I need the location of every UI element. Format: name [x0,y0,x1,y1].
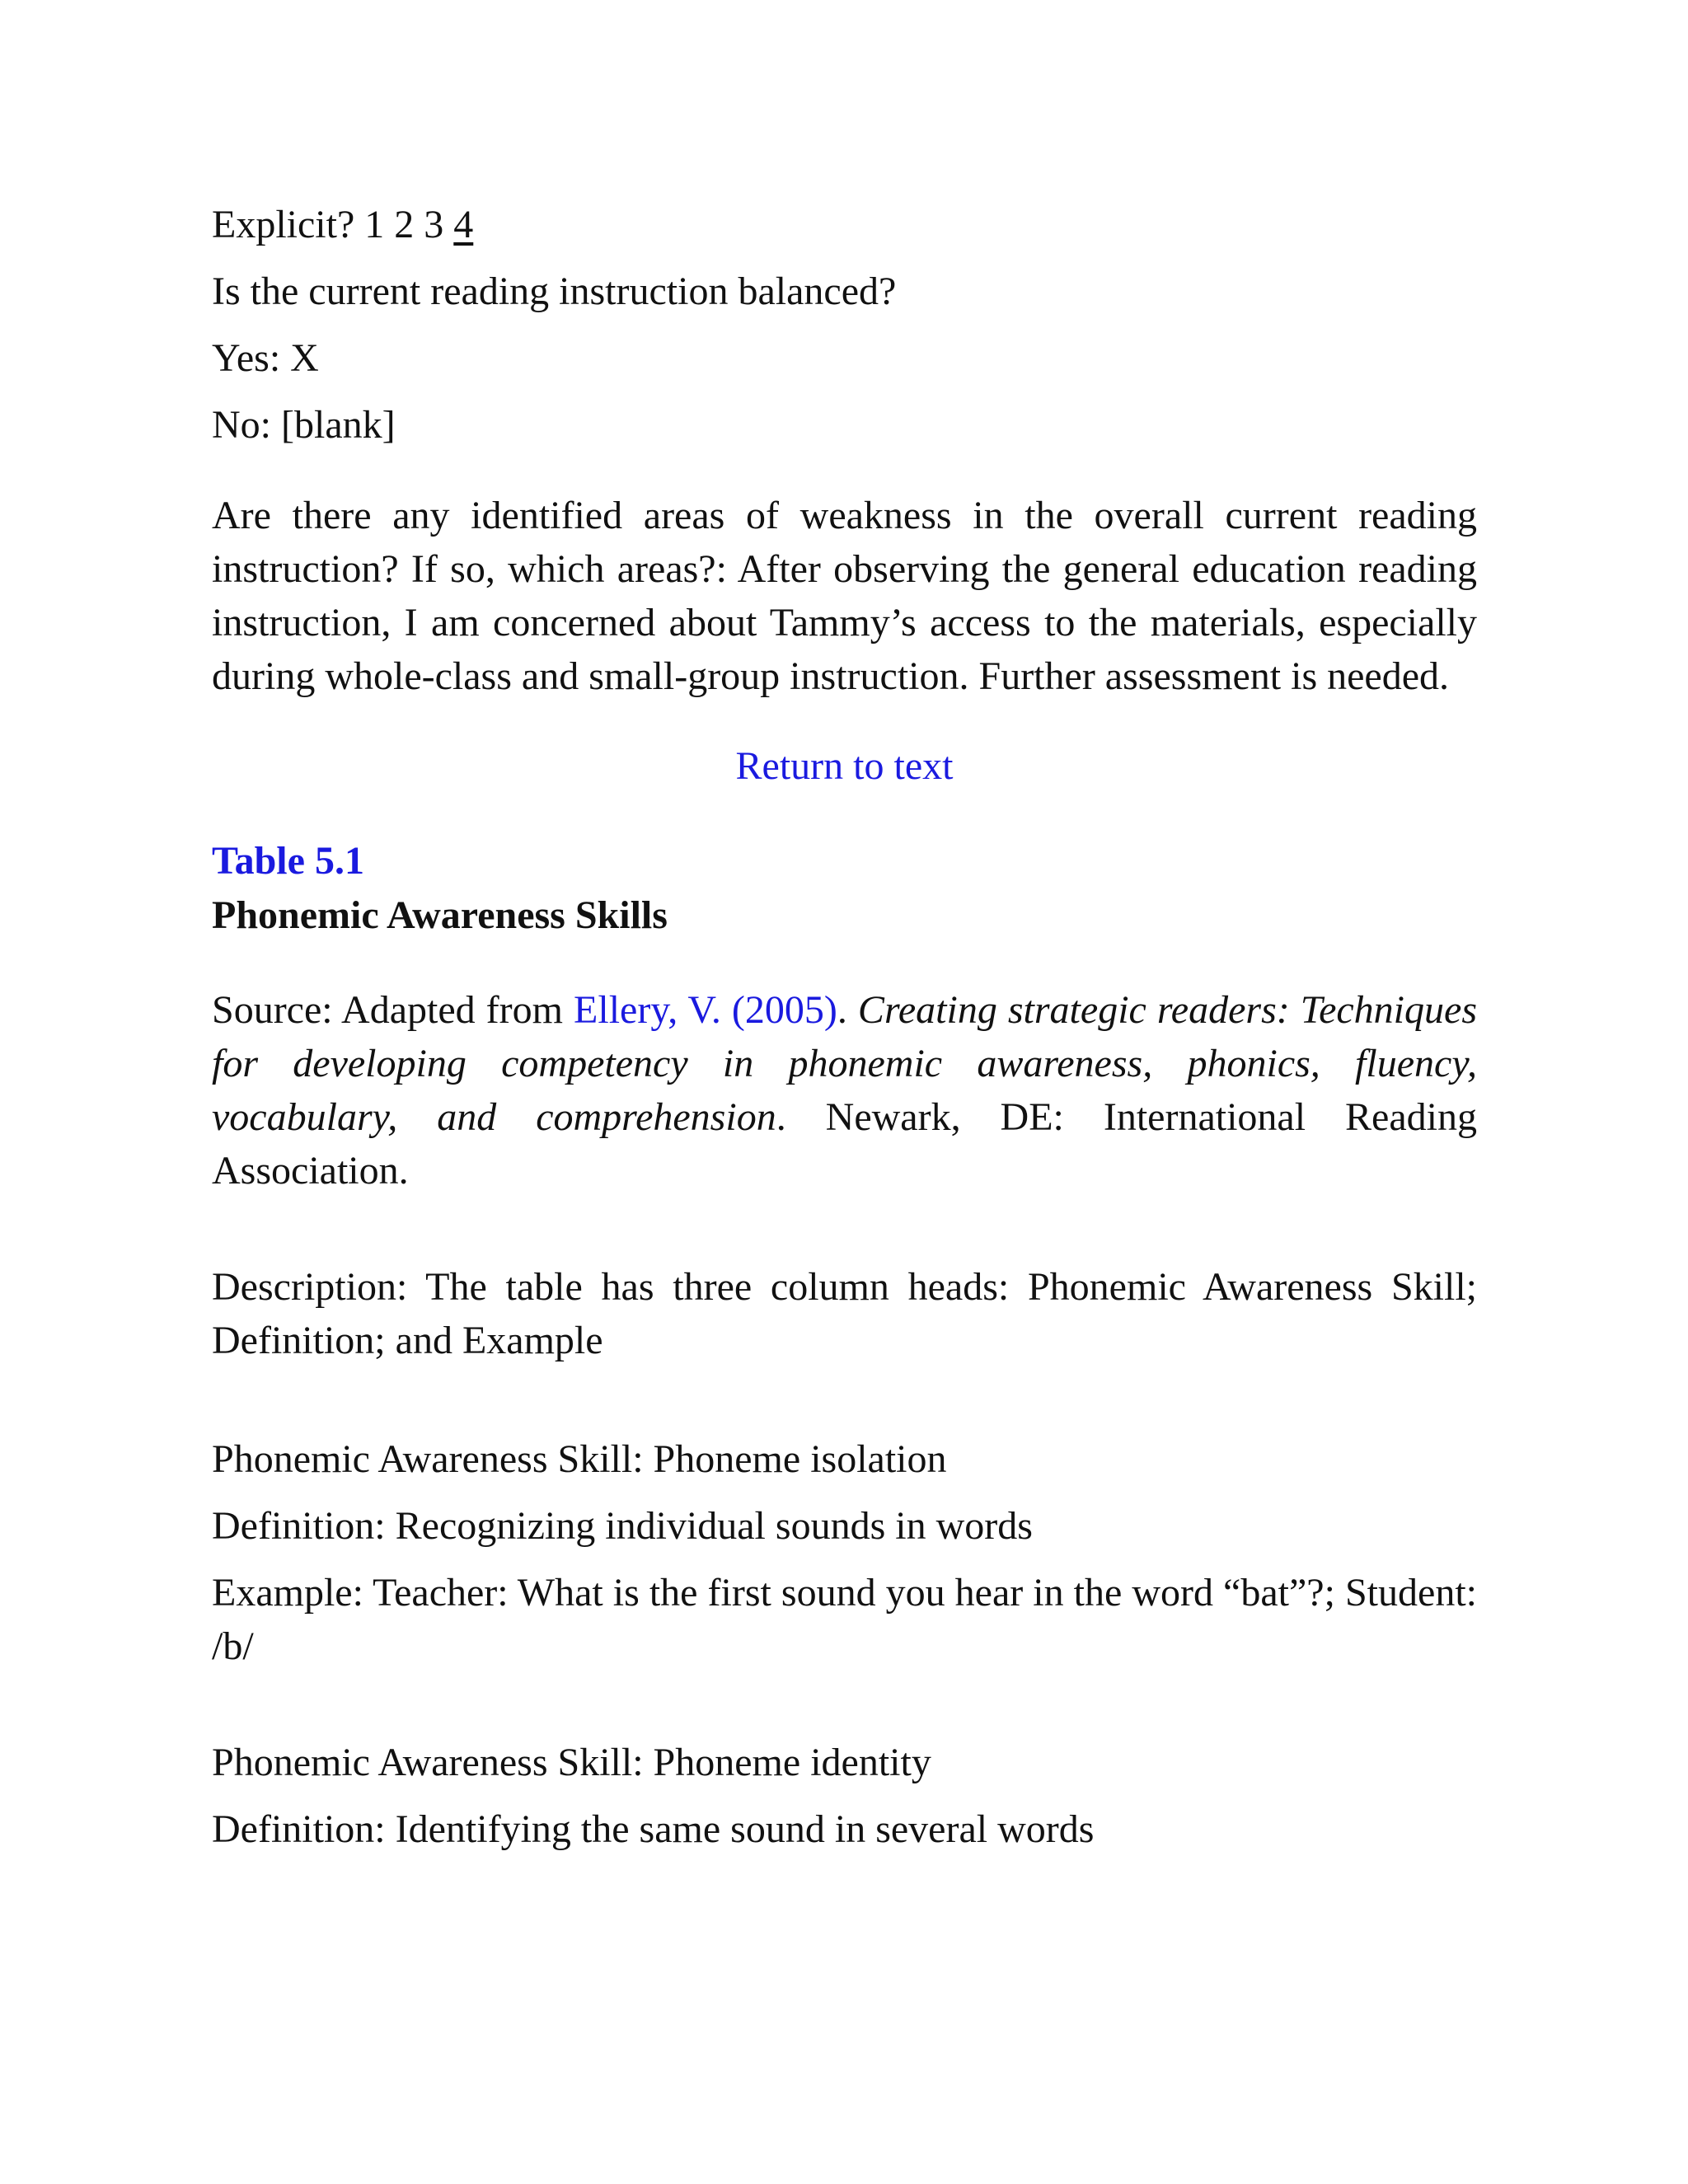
balanced-no: No: [blank] [212,403,396,447]
source-citation-link[interactable]: Ellery, V. (2005) [574,988,837,1032]
table-description: Description: The table has three column heads: Phonemic Awareness Skill; Definition; and Example [212,1265,1477,1362]
table-title: Phonemic Awareness Skills [212,893,668,937]
source-paragraph [212,983,1477,1197]
source-period: . [837,988,858,1032]
row-1-example: Example: Teacher: What is the first sound you hear in the word “bat”?; Student: /b/ [212,1571,1477,1668]
source-book-title: Creating strategic readers: Techniques for developing competency in phonemic awareness, phonics, fluency, vocabulary, and comprehension [212,988,1477,1139]
source-suffix: . Newark, DE: International Reading Association. [212,1095,1477,1193]
table-row-1 [212,1432,1477,1673]
table-number-link[interactable]: Table 5.1 [212,839,364,883]
row-2-skill: Phonemic Awareness Skill: Phoneme identity [212,1741,931,1784]
explicit-label: Explicit? 1 2 3 [212,203,454,246]
source-prefix: Source: Adapted from [212,988,574,1032]
table-row-2 [212,1736,1477,1857]
row-1-skill: Phonemic Awareness Skill: Phoneme isolation [212,1437,947,1481]
weakness-paragraph: Are there any identified areas of weakness in the overall current reading instruction? If so, which areas?: After observing the general education reading instruction, I am concerned about Tammy’s access to the materials, especially during whole-class and small-group instruction. Further assessment is needed. [212,494,1477,698]
document-page [212,198,1477,1869]
explicit-selected-rating: 4 [453,203,474,246]
balanced-question: Is the current reading instruction balanced? [212,269,897,313]
balanced-yes: Yes: X [212,336,319,380]
row-1-definition: Definition: Recognizing individual sounds in words [212,1504,1033,1548]
table-heading [212,834,1477,943]
return-to-text-link[interactable]: Return to text [735,744,954,788]
row-2-definition: Definition: Identifying the same sound in several words [212,1807,1095,1851]
return-to-text-row [212,739,1477,794]
explicit-rating [212,198,1477,252]
